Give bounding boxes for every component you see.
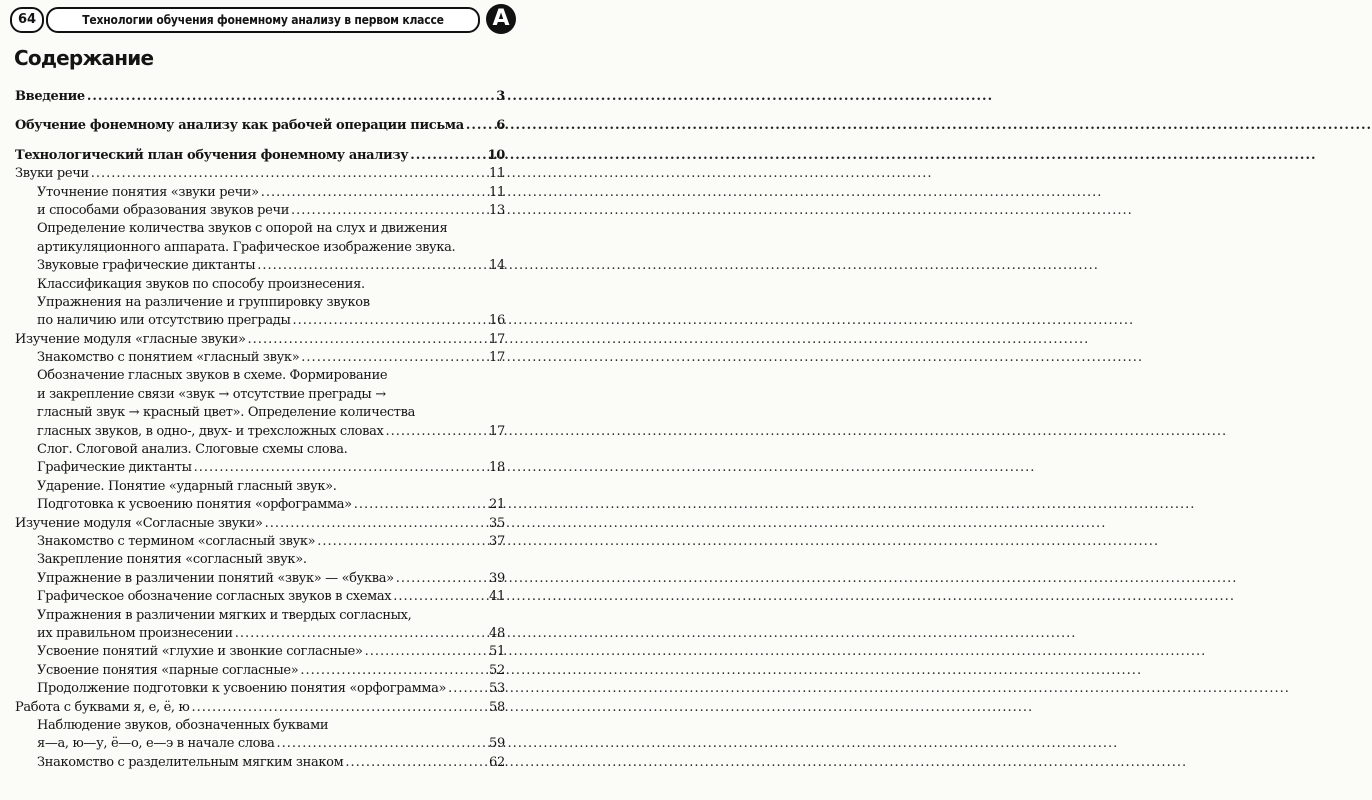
toc-entry-title: Продолжение подготовки к усвоению понятия «орфограмма» xyxy=(37,681,447,697)
toc-entry xyxy=(15,367,505,385)
toc-leader-dots xyxy=(248,331,488,349)
toc-leader-dots xyxy=(191,699,487,717)
toc-entry xyxy=(15,257,505,275)
toc-entry xyxy=(15,662,505,680)
toc-entry-title: Обозначение гласных звуков в схеме. Формирование xyxy=(37,368,388,384)
toc-leader-dots xyxy=(410,147,485,165)
toc-page-number: 14 xyxy=(489,258,505,274)
toc-entry xyxy=(15,202,505,220)
toc-entry-title: Упражнения в различении мягких и твердых согласных, xyxy=(37,607,412,623)
toc-entry xyxy=(15,680,505,698)
toc-page-number: 59 xyxy=(489,736,505,752)
toc-entry xyxy=(15,423,505,441)
toc-leader-dots xyxy=(91,165,487,183)
toc-leader-dots xyxy=(194,459,487,477)
toc-entry xyxy=(15,496,505,514)
toc-page-number: 41 xyxy=(489,589,505,605)
toc-leader-dots xyxy=(300,662,487,680)
toc-page-number: 48 xyxy=(489,625,505,641)
toc-page-number: 37 xyxy=(489,533,505,549)
toc-entry xyxy=(15,117,505,135)
toc-leader-dots xyxy=(261,184,487,202)
toc-entry xyxy=(15,404,505,422)
toc-entry-title: Звуковые графические диктанты xyxy=(37,258,256,274)
toc-leader-dots xyxy=(277,735,488,753)
toc-page-number: 17 xyxy=(489,350,505,366)
toc-entry-title: Ударение. Понятие «ударный гласный звук». xyxy=(37,478,337,494)
toc-entry-title: Обучение фонемному анализу как рабочей операции письма xyxy=(15,118,464,134)
toc-entry xyxy=(15,276,505,294)
toc-leader-dots xyxy=(265,515,487,533)
toc-entry xyxy=(15,754,505,772)
toc-entry-title: Введение xyxy=(15,89,85,104)
toc-page-number: 11 xyxy=(489,184,505,200)
toc-entry xyxy=(15,551,505,569)
toc-page-number: 18 xyxy=(489,460,505,476)
toc-entry-title: Знакомство с термином «согласный звук» xyxy=(37,533,316,549)
toc-entry-title: Технологический план обучения фонемному анализу xyxy=(15,147,409,163)
toc-entry xyxy=(15,441,505,459)
toc-entry xyxy=(15,735,505,753)
page-title: Содержание xyxy=(14,46,154,70)
toc-leader-dots xyxy=(396,570,487,588)
page-header xyxy=(10,6,516,32)
toc-page-number: 16 xyxy=(489,313,505,329)
toc-entry xyxy=(15,570,505,588)
toc-entry xyxy=(15,239,505,257)
page-number: 64 xyxy=(10,7,44,33)
toc-page-number: 10 xyxy=(487,147,505,163)
toc-page-number: 52 xyxy=(489,662,505,678)
toc-entry-title: Упражнение в различении понятий «звук» — «буква» xyxy=(37,570,394,586)
toc-leader-dots xyxy=(235,625,487,643)
toc-entry-title: Упражнения на различение и группировку звуков xyxy=(37,294,370,310)
toc-leader-dots xyxy=(385,423,487,441)
toc-entry xyxy=(15,643,505,661)
toc-entry xyxy=(15,220,505,238)
toc-entry-title: Усвоение понятий «глухие и звонкие согласные» xyxy=(37,644,363,660)
toc-leader-dots xyxy=(354,496,487,514)
toc-page-number: 53 xyxy=(489,681,505,697)
toc-leader-dots xyxy=(301,349,487,367)
toc-entry-title: Знакомство с понятием «гласный звук» xyxy=(37,350,300,366)
toc-page-number: 6 xyxy=(496,118,505,134)
toc-entry xyxy=(15,588,505,606)
toc-entry xyxy=(15,717,505,735)
toc-entry xyxy=(15,88,505,106)
toc-page-number: 17 xyxy=(489,423,505,439)
toc-leader-dots xyxy=(466,117,494,135)
toc-entry-title: Закрепление понятия «согласный звук». xyxy=(37,552,307,568)
toc-entry-title: Классификация звуков по способу произнесения. xyxy=(37,276,365,292)
toc-entry-title: Изучение модуля «гласные звуки» xyxy=(15,331,246,347)
toc-entry-title: Наблюдение звуков, обозначенных буквами xyxy=(37,717,329,733)
toc-entry-title: и закрепление связи «звук → отсутствие преграды → xyxy=(37,386,386,402)
toc-page-number: 21 xyxy=(489,497,505,513)
toc-entry-title: по наличию или отсутствию преграды xyxy=(37,313,291,329)
toc-entry-title: гласный звук → красный цвет». Определение количества xyxy=(37,405,415,421)
toc-entry-title: я—а, ю—у, ё—о, е—э в начале слова xyxy=(37,736,275,752)
toc-entry-title: Уточнение понятия «звуки речи» xyxy=(37,184,259,200)
toc-entry-title: Подготовка к усвоению понятия «орфограмма» xyxy=(37,497,352,513)
toc-entry xyxy=(15,331,505,349)
toc-entry xyxy=(15,478,505,496)
toc-entry-title: Определение количества звуков с опорой на слух и движения xyxy=(37,221,448,237)
toc-page-number: 62 xyxy=(489,754,505,770)
toc-leader-dots xyxy=(87,88,494,106)
toc-entry xyxy=(15,349,505,367)
toc-entry xyxy=(15,607,505,625)
toc-leader-dots xyxy=(257,257,487,275)
toc-entry xyxy=(15,165,505,183)
toc-entry xyxy=(15,147,505,165)
toc-entry-title: Звуки речи xyxy=(15,166,89,182)
toc-leader-dots xyxy=(365,643,487,661)
publisher-logo-icon: А xyxy=(486,4,516,34)
toc-entry xyxy=(15,184,505,202)
toc-entry-title: Работа с буквами я, е, ё, ю xyxy=(15,699,190,715)
toc-entry-title: гласных звуков, в одно-, двух- и трехсложных словах xyxy=(37,423,384,439)
toc-page-number: 35 xyxy=(489,515,505,531)
toc-entry-title: и способами образования звуков речи xyxy=(37,202,290,218)
toc-page-number: 11 xyxy=(489,166,505,182)
toc-entry-title: Графические диктанты xyxy=(37,460,192,476)
toc-entry xyxy=(15,699,505,717)
toc-entry-title: Усвоение понятия «парные согласные» xyxy=(37,662,299,678)
toc-entry xyxy=(15,459,505,477)
toc-entry xyxy=(15,625,505,643)
toc-entry xyxy=(15,515,505,533)
toc-entry xyxy=(15,533,505,551)
toc-leader-dots xyxy=(291,202,487,220)
toc-page-number: 3 xyxy=(496,89,505,104)
toc-entry xyxy=(15,312,505,330)
toc-entry xyxy=(15,294,505,312)
toc-page-number: 51 xyxy=(489,644,505,660)
toc-entry-title: Графическое обозначение согласных звуков в схемах xyxy=(37,589,392,605)
toc-page-number: 13 xyxy=(489,202,505,218)
toc-page-number: 58 xyxy=(489,699,505,715)
toc-entry-title: Изучение модуля «Согласные звуки» xyxy=(15,515,263,531)
toc-entry-title: Слог. Слоговой анализ. Слоговые схемы слова. xyxy=(37,442,348,458)
toc-entry xyxy=(15,386,505,404)
toc-leader-dots xyxy=(345,754,487,772)
table-of-contents xyxy=(15,88,505,772)
toc-leader-dots xyxy=(292,312,487,330)
toc-page-number: 39 xyxy=(489,570,505,586)
toc-page-number: 17 xyxy=(489,331,505,347)
running-title: Технологии обучения фонемному анализу в первом классе xyxy=(46,7,480,33)
toc-entry-title: их правильном произнесении xyxy=(37,625,233,641)
toc-leader-dots xyxy=(317,533,487,551)
toc-leader-dots xyxy=(448,680,487,698)
toc-entry-title: артикуляционного аппарата. Графическое изображение звука. xyxy=(37,239,456,255)
toc-entry-title: Знакомство с разделительным мягким знаком xyxy=(37,754,344,770)
toc-leader-dots xyxy=(393,588,487,606)
